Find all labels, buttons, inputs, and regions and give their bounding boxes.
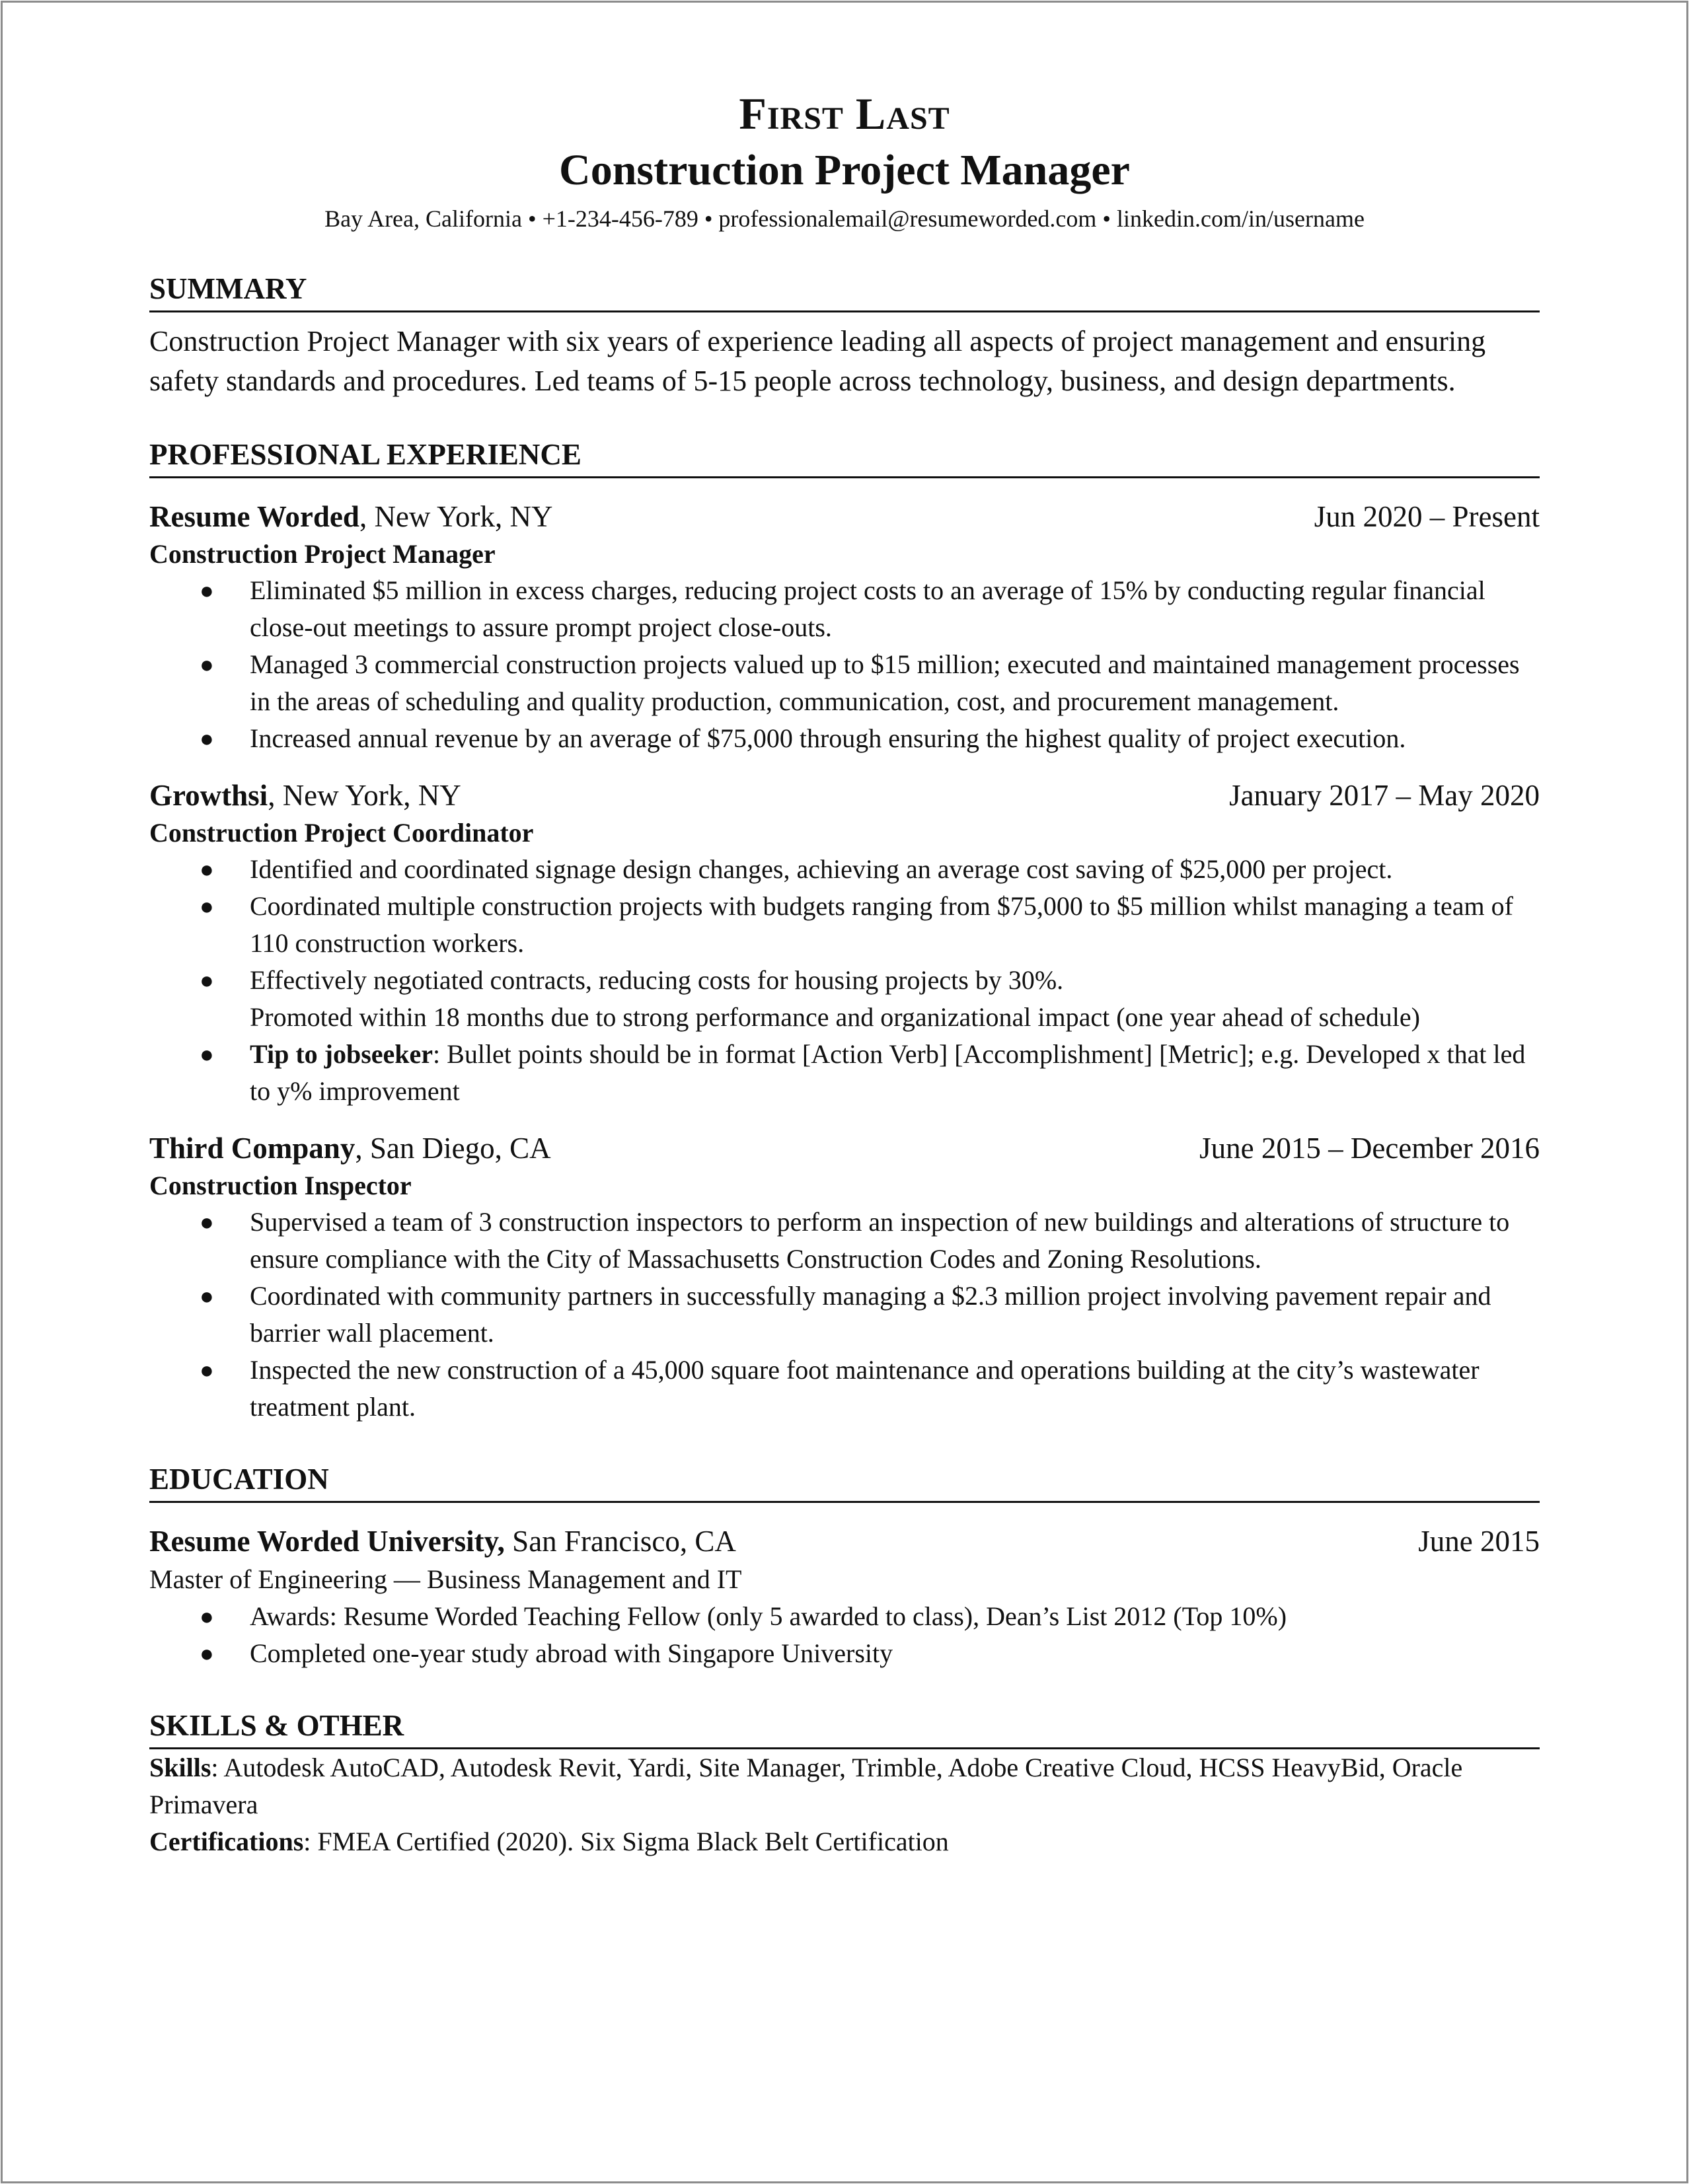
job-entry — [149, 1128, 1540, 1426]
job-bullets — [149, 1204, 1540, 1426]
job-entry — [149, 497, 1540, 757]
resume-header — [149, 86, 1540, 235]
bullet-continuation — [149, 999, 1540, 1036]
tip-label: Tip to jobseeker — [250, 1039, 433, 1069]
job-employer — [149, 497, 552, 536]
job-title: Construction Project Manager — [559, 146, 1130, 194]
bullet-dot-icon: ● — [200, 577, 214, 604]
school-location: San Francisco, CA — [504, 1525, 736, 1558]
bullet-text: Completed one-year study abroad with Singapore University — [250, 1638, 893, 1668]
skills-label: Skills — [149, 1753, 211, 1782]
company-location: , New York, NY — [359, 500, 553, 533]
skills-text: : Autodesk AutoCAD, Autodesk Revit, Yardi, Site Manager, Trimble, Adobe Creative Cloud, HCSS HeavyBid, Oracle Primavera — [149, 1753, 1463, 1819]
degree-line: Master of Engineering — Business Management and IT — [149, 1564, 742, 1594]
tip-text: : Bullet points should be in format [Action Verb] [Accomplishment] [Metric]; e.g. Developed x that led to y% improvement — [250, 1039, 1526, 1106]
bullet-dot-icon: ● — [200, 893, 214, 920]
bullet-item — [149, 1278, 1540, 1352]
company-name: Growthsi — [149, 779, 268, 812]
job-header — [149, 776, 1540, 815]
bullet-item — [149, 851, 1540, 888]
school-name: Resume Worded University, — [149, 1525, 505, 1558]
job-bullets — [149, 572, 1540, 757]
bullet-dot-icon: ● — [200, 1209, 214, 1235]
job-dates: Jun 2020 – Present — [1314, 500, 1540, 533]
certifications-label: Certifications — [149, 1827, 304, 1856]
job-header — [149, 1128, 1540, 1168]
company-name: Resume Worded — [149, 500, 359, 533]
bullet-text: Inspected the new construction of a 45,000 square foot maintenance and operations building at the city’s wastewater treatment plant. — [250, 1355, 1480, 1422]
bullet-text: Coordinated multiple construction projects with budgets ranging from $75,000 to $5 million whilst managing a team of 110 construction workers. — [250, 891, 1513, 958]
section-heading-skills: SKILLS & OTHER — [149, 1706, 1540, 1749]
education-bullets — [149, 1598, 1540, 1672]
job-entry — [149, 776, 1540, 1110]
bullet-dot-icon: ● — [200, 651, 214, 678]
contact-line: Bay Area, California • +1-234-456-789 • professionalemail@resumeworded.com • linkedin.com/in/username — [324, 205, 1365, 232]
bullet-dot-icon: ● — [200, 1283, 214, 1309]
job-dates: June 2015 – December 2016 — [1199, 1132, 1540, 1165]
candidate-name: First Last — [739, 89, 950, 139]
bullet-item — [149, 572, 1540, 646]
bullet-dot-icon: ● — [200, 1603, 214, 1630]
bullet-item — [149, 1598, 1540, 1635]
graduation-date: June 2015 — [1418, 1525, 1540, 1558]
section-heading-experience: PROFESSIONAL EXPERIENCE — [149, 435, 1540, 478]
section-heading-summary: SUMMARY — [149, 270, 1540, 312]
bullet-item — [149, 888, 1540, 962]
job-employer — [149, 1128, 551, 1168]
bullet-item — [149, 962, 1540, 999]
bullet-text: Eliminated $5 million in excess charges, reducing project costs to an average of 15% by conducting regular financial close-out meetings to assure prompt project close-outs. — [250, 575, 1485, 642]
job-dates: January 2017 – May 2020 — [1229, 779, 1540, 812]
summary-section — [149, 270, 1540, 401]
education-header — [149, 1521, 1540, 1561]
job-role: Construction Project Manager — [149, 539, 496, 569]
company-name: Third Company — [149, 1132, 356, 1165]
job-bullets — [149, 851, 1540, 1110]
bullet-dot-icon: ● — [200, 856, 214, 883]
skills-line — [149, 1749, 1540, 1823]
bullet-item — [149, 1352, 1540, 1426]
skills-section — [149, 1706, 1540, 1860]
section-heading-education: EDUCATION — [149, 1460, 1540, 1503]
certifications-text: : FMEA Certified (2020). Six Sigma Black Belt Certification — [303, 1827, 949, 1856]
bullet-dot-icon: ● — [200, 1640, 214, 1667]
company-location: , San Diego, CA — [355, 1132, 551, 1165]
bullet-dot-icon: ● — [200, 967, 214, 994]
bullet-text: Identified and coordinated signage design changes, achieving an average cost saving of $25,000 per project. — [250, 854, 1393, 884]
bullet-text: Effectively negotiated contracts, reducing costs for housing projects by 30%. — [250, 965, 1064, 995]
summary-text: Construction Project Manager with six years of experience leading all aspects of project management and ensuring safety standards and procedures. Led teams of 5-15 people across technology, business, and design departments. — [149, 325, 1486, 397]
bullet-text: Supervised a team of 3 construction inspectors to perform an inspection of new buildings and alterations of structure to ensure compliance with the City of Massachusetts Construction Codes and Zoning Resolutions. — [250, 1207, 1510, 1274]
bullet-item — [149, 1635, 1540, 1672]
school-line — [149, 1521, 736, 1561]
bullet-text: Increased annual revenue by an average of $75,000 through ensuring the highest quality of project execution. — [250, 723, 1406, 753]
job-header — [149, 497, 1540, 536]
bullet-text: Awards: Resume Worded Teaching Fellow (only 5 awarded to class), Dean’s List 2012 (Top 10%) — [250, 1601, 1287, 1631]
education-section — [149, 1460, 1540, 1672]
bullet-dot-icon: ● — [200, 1041, 214, 1068]
bullet-text: Managed 3 commercial construction projects valued up to $15 million; executed and maintained management processes in the areas of scheduling and quality production, communication, cost, and procurement management. — [250, 649, 1520, 716]
job-role: Construction Project Coordinator — [149, 818, 534, 848]
bullet-text: Coordinated with community partners in successfully managing a $2.3 million project involving pavement repair and barrier wall placement. — [250, 1281, 1491, 1348]
resume-page — [149, 86, 1540, 1860]
bullet-item — [149, 720, 1540, 757]
certifications-line — [149, 1823, 1540, 1860]
job-role: Construction Inspector — [149, 1171, 412, 1200]
company-location: , New York, NY — [268, 779, 461, 812]
bullet-text: Promoted within 18 months due to strong performance and organizational impact (one year ahead of schedule) — [250, 1002, 1420, 1032]
bullet-item — [149, 646, 1540, 720]
education-entry — [149, 1521, 1540, 1672]
experience-section — [149, 435, 1540, 1426]
bullet-item-tip — [149, 1036, 1540, 1110]
bullet-dot-icon: ● — [200, 725, 214, 752]
bullet-item — [149, 1204, 1540, 1278]
job-employer — [149, 776, 461, 815]
bullet-dot-icon: ● — [200, 1357, 214, 1383]
